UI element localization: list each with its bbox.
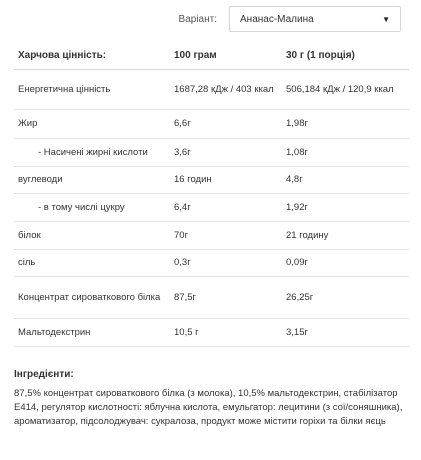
nutrient-name: білок [14, 221, 170, 249]
nutrient-per100: 1687,28 кДж / 403 ккал [170, 69, 282, 109]
nutrient-name: Енергетична цінність [14, 69, 170, 109]
table-row [14, 318, 409, 346]
nutrient-per100: 16 годин [170, 166, 282, 193]
nutrient-per100: 6,6г [170, 109, 282, 138]
nutrient-per100: 70г [170, 221, 282, 249]
nutrient-per-serving: 0,09г [282, 249, 409, 276]
nutrient-per100: 3,6г [170, 138, 282, 166]
nutrient-per100: 6,4г [170, 193, 282, 221]
table-row [14, 276, 409, 318]
nutrient-per-serving: 4,8г [282, 166, 409, 193]
nutrient-per-serving: 21 годину [282, 221, 409, 249]
variant-selector-row [179, 6, 401, 32]
nutrition-header-row [14, 43, 409, 69]
nutrient-name: сіль [14, 249, 170, 276]
nutrient-per-serving: 1,98г [282, 109, 409, 138]
nutrient-per100: 87,5г [170, 276, 282, 318]
table-row [14, 69, 409, 109]
nutrient-name: Жир [14, 109, 170, 138]
column-header-per-100g: 100 грам [170, 43, 282, 69]
nutrient-per-serving: 3,15г [282, 318, 409, 346]
table-row [14, 109, 409, 138]
chevron-down-icon: ▼ [382, 14, 390, 24]
column-header-per-serving: 30 г (1 порція) [282, 43, 409, 69]
nutrient-per100: 10,5 г [170, 318, 282, 346]
nutrient-name: - в тому числі цукру [14, 193, 170, 221]
nutrient-name: - Насичені жирні кислоти [14, 138, 170, 166]
table-row [14, 221, 409, 249]
ingredients-text: 87,5% концентрат сироваткового білка (з молока), 10,5% мальтодекстрин, стабілізатор Е414, регулятор кислотності: яблучна кислота, емульгатор: лецитини (з сої/соняшника), ароматизатор, підсолоджувач: сукралоза, продукт може містити горіхи та білки яєць [14, 388, 403, 427]
variant-label: Варіант: [178, 13, 217, 25]
table-row [14, 193, 409, 221]
nutrition-table [14, 43, 409, 347]
nutrient-per-serving: 1,08г [282, 138, 409, 166]
nutrient-name: Мальтодекстрин [14, 318, 170, 346]
nutrient-name: вуглеводи [14, 166, 170, 193]
nutrient-per100: 0,3г [170, 249, 282, 276]
variant-select[interactable] [229, 6, 401, 32]
nutrient-per-serving: 1,92г [282, 193, 409, 221]
nutrient-per-serving: 506,184 кДж / 120,9 ккал [282, 69, 409, 109]
nutrient-per-serving: 26,25г [282, 276, 409, 318]
column-header-nutrient: Харчова цінність: [14, 43, 170, 69]
table-row [14, 166, 409, 193]
ingredients-title: Інгредієнти: [14, 369, 74, 380]
variant-selected-value: Ананас-Малина [240, 13, 314, 25]
table-row [14, 138, 409, 166]
nutrient-name: Концентрат сироваткового білка [14, 276, 170, 318]
table-row [14, 249, 409, 276]
